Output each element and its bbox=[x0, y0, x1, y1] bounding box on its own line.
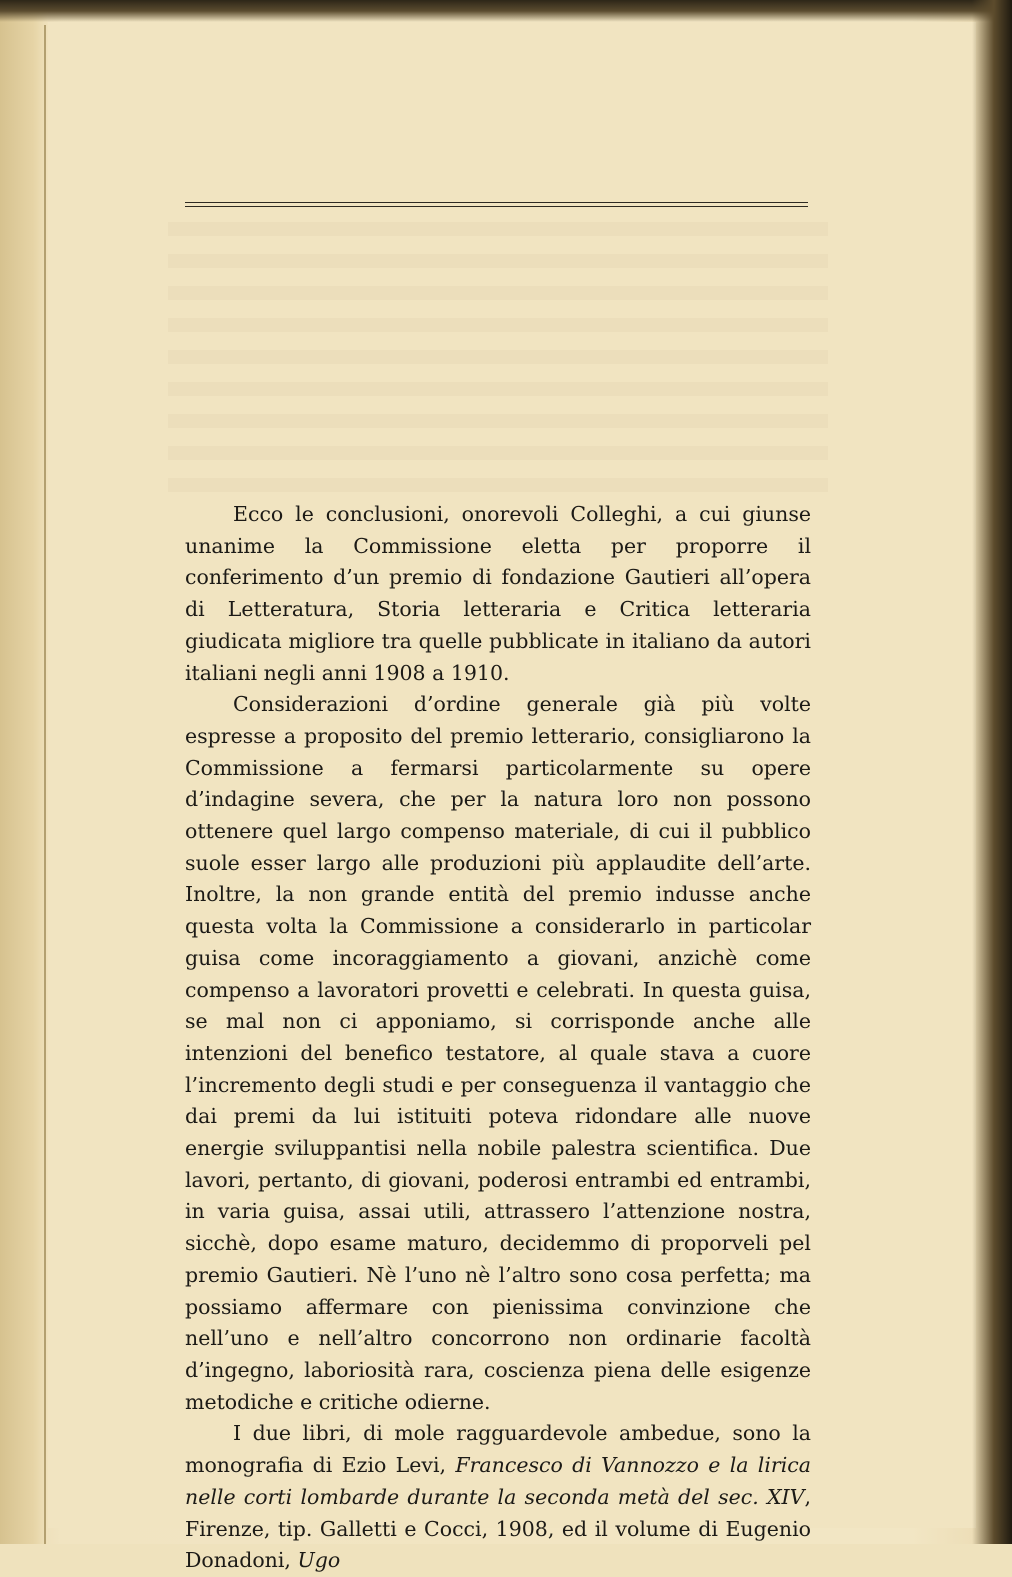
rule-line-top bbox=[185, 202, 808, 203]
header-double-rule bbox=[185, 202, 808, 208]
body-text bbox=[185, 499, 811, 1577]
book-title-donadoni: Ugo bbox=[297, 1548, 341, 1573]
left-gutter bbox=[0, 0, 48, 1544]
document-page bbox=[48, 22, 976, 1573]
paragraph-3-part-2: , Firenze, tip. Galletti e Cocci, 1908, ed il volume di Eugenio Donadoni, bbox=[185, 1484, 811, 1573]
page-fold-line bbox=[44, 25, 46, 1544]
paragraph-1: Ecco le conclusioni, onorevoli Colleghi, a cui giunse unanime la Commissione eletta per proporre il conferimento d’un premio di fondazione Gautieri all’opera di Letteratura, Storia letteraria e Critica letteraria giudicata migliore tra quelle pubblicate in italiano da autori italiani negli anni 1908 a 1910. bbox=[185, 502, 811, 685]
rule-line-bottom bbox=[185, 206, 808, 207]
paragraph-3 bbox=[185, 1418, 811, 1577]
show-through-text bbox=[168, 222, 828, 492]
top-scan-edge bbox=[0, 0, 1012, 22]
right-scan-edge bbox=[972, 0, 1012, 1544]
book-title-levi: Francesco di Vannozzo e la lirica nelle corti lombarde durante la seconda metà del sec. XIV bbox=[185, 1453, 811, 1509]
paragraph-2: Considerazioni d’ordine generale già più volte espresse a proposito del premio letterario, consigliarono la Commissione a fermarsi particolarmente su opere d’indagine severa, che per la natura loro non possono ottenere quel largo compenso materiale, di cui il pubblico suole esser largo alle produzioni più applaudite dell’arte. Inoltre, la non grande entità del premio indusse anche questa volta la Commissione a considerarlo in particolar guisa come incoraggiamento a giovani, anzichè come compenso a lavoratori provetti e celebrati. In questa guisa, se mal non ci apponiamo, si corrisponde anche alle intenzioni del benefico testatore, al quale stava a cuore l’incremento degli studi e per conseguenza il vantaggio che dai premi da lui istituiti poteva ridondare alle nuove energie sviluppantisi nella nobile palestra scientifica. Due lavori, pertanto, di giovani, poderosi entrambi ed entrambi, in varia guisa, assai utili, attrassero l’attenzione nostra, sicchè, dopo esame maturo, decidemmo di proporveli pel premio Gautieri. Nè l’uno nè l’altro sono cosa perfetta; ma possiamo affermare con pienissima convinzione che nell’uno e nell’altro concorrono non ordinarie facoltà d’ingegno, laboriosità rara, coscienza piena delle esigenze metodiche e critiche odierne. bbox=[185, 692, 811, 1414]
paragraph-3-part-1: I due libri, di mole ragguardevole ambedue, sono la monografia di Ezio Levi, bbox=[185, 1421, 811, 1478]
